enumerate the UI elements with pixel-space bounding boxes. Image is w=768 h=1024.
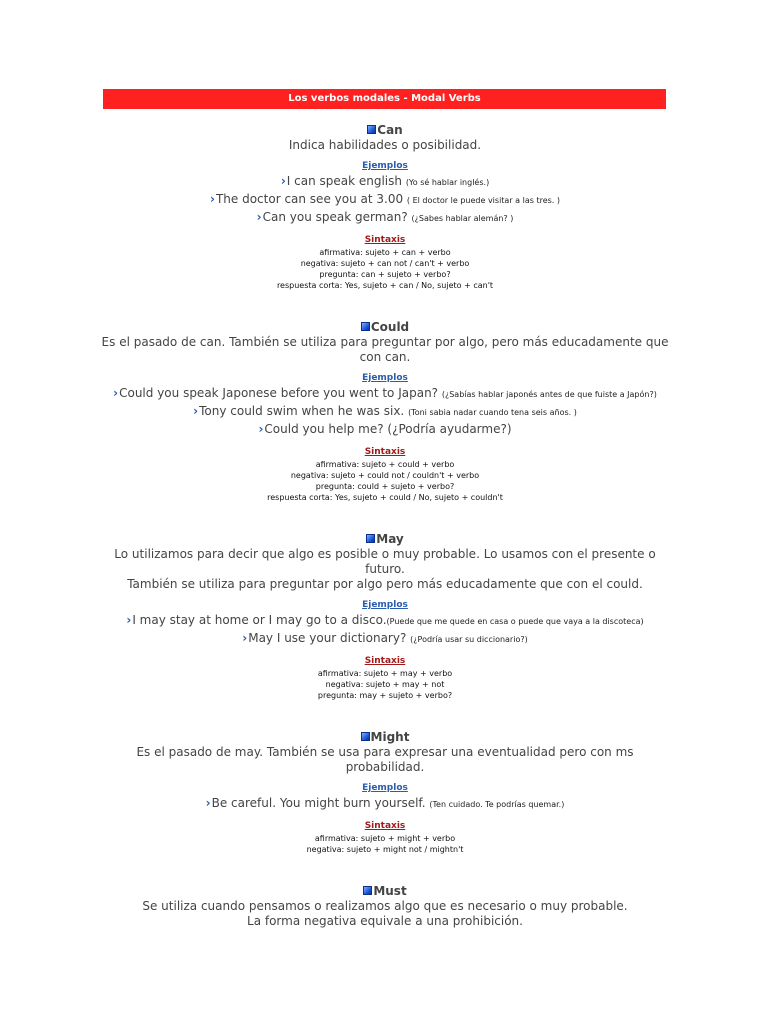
section-must — [100, 883, 670, 929]
syntax-line: negativa: sujeto + can not / can't + verbo — [300, 259, 470, 268]
syntax-line: afirmativa: sujeto + may + verbo — [317, 669, 453, 678]
chevron-right-icon: › — [242, 631, 248, 645]
section-title — [100, 883, 670, 899]
example-translation: (Yo sé hablar inglés.) — [405, 178, 490, 187]
section-title — [100, 729, 670, 745]
example-english: Be careful. You might burn yourself. — [211, 796, 430, 810]
section-title — [100, 122, 670, 138]
example-item — [100, 191, 670, 209]
section-description: Es el pasado de can. También se utiliza para preguntar por algo, pero más educadamente que con can. — [101, 335, 669, 364]
example-translation: (¿Podría usar su diccionario?) — [410, 635, 528, 644]
examples-link[interactable]: Ejemplos — [362, 783, 408, 793]
example-translation: (Puede que me quede en casa o puede que vaya a la discoteca) — [386, 617, 644, 626]
chevron-right-icon: › — [280, 174, 286, 188]
syntax-line: respuesta corta: Yes, sujeto + can / No, sujeto + can't — [276, 281, 494, 290]
syntax-line: negativa: sujeto + might not / mightn't — [306, 845, 464, 854]
example-translation: ( El doctor le puede visitar a las tres. ) — [406, 196, 560, 205]
syntax-line: afirmativa: sujeto + can + verbo — [319, 248, 451, 257]
section-description: Se utiliza cuando pensamos o realizamos algo que es necesario o muy probable. — [142, 899, 628, 913]
blue-square-icon — [363, 886, 372, 895]
example-item — [100, 385, 670, 403]
chevron-right-icon: › — [210, 192, 215, 206]
example-english: The doctor can see you at 3.00 — [215, 192, 407, 206]
blue-square-icon — [361, 732, 370, 741]
example-item — [100, 795, 670, 813]
example-translation: (Ten cuidado. Te podrías quemar.) — [429, 800, 565, 809]
chevron-right-icon: › — [113, 386, 119, 400]
chevron-right-icon: › — [126, 613, 132, 627]
blue-square-icon — [366, 534, 375, 543]
section-title-text: Might — [370, 730, 410, 744]
syntax-link[interactable]: Sintaxis — [364, 656, 406, 666]
example-translation: (¿Sabes hablar alemán? ) — [411, 214, 514, 223]
syntax-line: negativa: sujeto + could not / couldn't + verbo — [290, 471, 480, 480]
blue-square-icon — [367, 125, 376, 134]
section-title-text: Could — [370, 320, 410, 334]
section-description: También se utiliza para preguntar por algo pero más educadamente que con el could. — [127, 577, 643, 591]
syntax-line: pregunta: could + sujeto + verbo? — [315, 482, 455, 491]
section-description: Lo utilizamos para decir que algo es posible o muy probable. Lo usamos con el presente o futuro. — [114, 547, 656, 576]
example-translation: (¿Sabías hablar japonés antes de que fuiste a Japón?) — [441, 390, 657, 399]
syntax-line: pregunta: can + sujeto + verbo? — [319, 270, 451, 279]
example-english: Could you speak Japonese before you went to Japan? — [119, 386, 442, 400]
syntax-line: respuesta corta: Yes, sujeto + could / No, sujeto + couldn't — [267, 493, 503, 502]
example-english: Tony could swim when he was six. — [199, 404, 409, 418]
example-item — [100, 421, 670, 439]
syntax-line: negativa: sujeto + may + not — [325, 680, 445, 689]
example-english: I can speak english — [286, 174, 406, 188]
example-item — [100, 630, 670, 648]
syntax-line: pregunta: may + sujeto + verbo? — [317, 691, 453, 700]
section-title-text: Can — [377, 123, 403, 137]
modal-verbs-content — [100, 122, 670, 957]
section-may — [100, 531, 670, 701]
chevron-right-icon: › — [193, 404, 199, 418]
section-title-text: May — [376, 532, 404, 546]
example-item — [100, 173, 670, 191]
chevron-right-icon: › — [256, 210, 262, 224]
syntax-link[interactable]: Sintaxis — [364, 821, 406, 831]
chevron-right-icon: › — [258, 422, 264, 436]
syntax-line: afirmativa: sujeto + might + verbo — [314, 834, 456, 843]
blue-square-icon — [361, 322, 370, 331]
examples-link[interactable]: Ejemplos — [362, 161, 408, 171]
section-can — [100, 122, 670, 291]
syntax-link[interactable]: Sintaxis — [364, 447, 406, 457]
example-translation: (Toni sabia nadar cuando tena seis años. ) — [408, 408, 577, 417]
examples-link[interactable]: Ejemplos — [362, 600, 408, 610]
section-description: La forma negativa equivale a una prohibición. — [247, 914, 523, 928]
example-english: Could you help me? (¿Podría ayudarme?) — [264, 422, 512, 436]
syntax-link[interactable]: Sintaxis — [364, 235, 406, 245]
example-item — [100, 209, 670, 227]
examples-link[interactable]: Ejemplos — [362, 373, 408, 383]
section-could — [100, 319, 670, 503]
example-english: May I use your dictionary? — [248, 631, 411, 645]
chevron-right-icon: › — [205, 796, 211, 810]
section-might — [100, 729, 670, 855]
example-english: Can you speak german? — [262, 210, 412, 224]
page-title-banner: Los verbos modales - Modal Verbs — [103, 89, 666, 109]
syntax-line: afirmativa: sujeto + could + verbo — [315, 460, 455, 469]
section-title — [100, 319, 670, 335]
example-english: I may stay at home or I may go to a disco. — [132, 613, 387, 627]
example-item — [100, 403, 670, 421]
section-title — [100, 531, 670, 547]
section-title-text: Must — [373, 884, 407, 898]
example-item — [100, 612, 670, 630]
section-description: Indica habilidades o posibilidad. — [288, 138, 482, 152]
section-description: Es el pasado de may. También se usa para expresar una eventualidad pero con ms probabilidad. — [136, 745, 634, 774]
